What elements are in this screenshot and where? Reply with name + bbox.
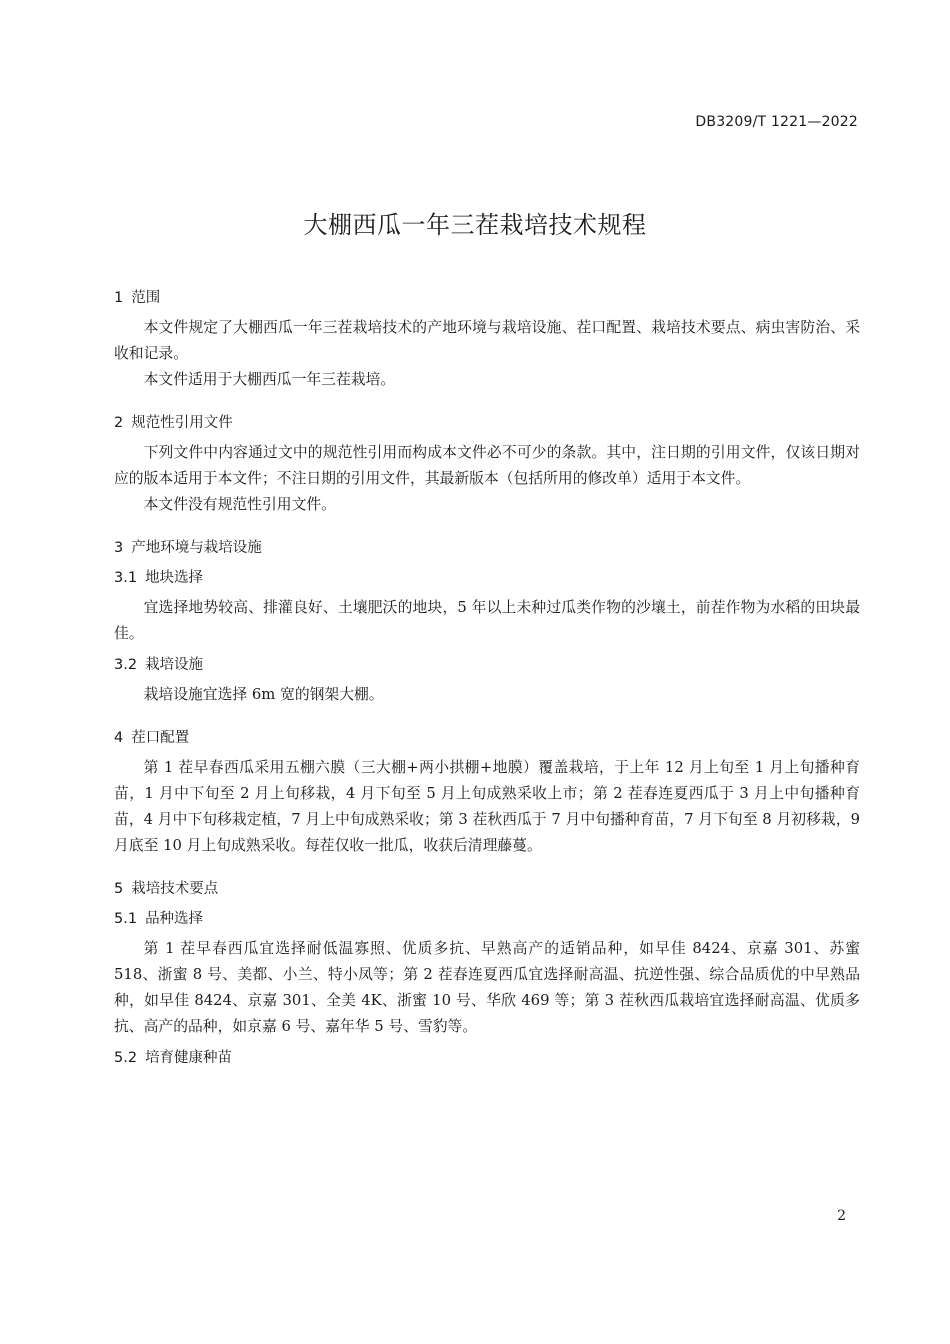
- paragraph: 第 1 茬早春西瓜宜选择耐低温寡照、优质多抗、早熟高产的适销品种，如早佳 8424、京嘉 301、苏蜜 518、浙蜜 8 号、美都、小兰、特小凤等；第 2 茬春连夏西瓜宜选择耐高温、抗逆性强、综合品质优的中早熟品种，如早佳 8424、京嘉 301、全美 4K、浙蜜 10 号、华欣 469 等；第 3 茬秋西瓜栽培宜选择耐高温、优质多抗、高产的品种，如京嘉 6 号、嘉年华 5 号、雪豹等。: [114, 940, 860, 1035]
- subsection-heading-3-2: [114, 653, 860, 677]
- section-number: 1: [114, 290, 124, 306]
- paragraph: 本文件规定了大棚西瓜一年三茬栽培技术的产地环境与栽培设施、茬口配置、栽培技术要点、病虫害防治、采收和记录。: [114, 319, 860, 362]
- subsection-heading-5-2: [114, 1046, 860, 1070]
- section-heading-1: [114, 286, 860, 310]
- subsection-title: 栽培设施: [145, 657, 204, 673]
- section-heading-5: [114, 877, 860, 901]
- section-number: 3: [114, 540, 124, 556]
- subsection-number: 5.2: [114, 1050, 138, 1066]
- paragraph: 下列文件中内容通过文中的规范性引用而构成本文件必不可少的条款。其中，注日期的引用文件，仅该日期对应的版本适用于本文件；不注日期的引用文件，其最新版本（包括所用的修改单）适用于本文件。: [114, 444, 860, 487]
- section-heading-4: [114, 726, 860, 750]
- paragraph: 栽培设施宜选择 6m 宽的钢架大棚。: [143, 686, 384, 703]
- subsection-number: 5.1: [114, 911, 138, 927]
- subsection-number: 3.1: [114, 570, 138, 586]
- document-body: [114, 286, 860, 1075]
- section-number: 4: [114, 730, 124, 746]
- paragraph: 第 1 茬早春西瓜采用五棚六膜（三大棚+两小拱棚+地膜）覆盖栽培，于上年 12 月上旬至 1 月上旬播种育苗，1 月中下旬至 2 月上旬移栽，4 月下旬至 5 月上旬成熟采收上市；第 2 茬春连夏西瓜于 3 月上中旬播种育苗，4 月中下旬移栽定植，7 月上中旬成熟采收；第 3 茬秋西瓜于 7 月中旬播种育苗，7 月下旬至 8 月初移栽，9 月底至 10 月上旬成熟采收。每茬仅收一批瓜，收获后清理藤蔓。: [114, 759, 860, 854]
- subsection-title: 品种选择: [145, 911, 204, 927]
- document-code: DB3209/T 1221—2022: [695, 114, 858, 130]
- paragraph: 本文件适用于大棚西瓜一年三茬栽培。: [143, 371, 396, 388]
- section-title: 范围: [131, 290, 161, 306]
- section-title: 产地环境与栽培设施: [131, 540, 262, 556]
- subsection-title: 培育健康种苗: [145, 1050, 233, 1066]
- document-title: 大棚西瓜一年三茬栽培技术规程: [303, 211, 647, 239]
- subsection-heading-3-1: [114, 566, 860, 590]
- subsection-number: 3.2: [114, 657, 138, 673]
- paragraph: 本文件没有规范性引用文件。: [143, 496, 336, 513]
- section-title: 栽培技术要点: [131, 881, 219, 897]
- paragraph: 宜选择地势较高、排灌良好、土壤肥沃的地块，5 年以上未种过瓜类作物的沙壤土，前茬作物为水稻的田块最佳。: [114, 599, 860, 642]
- section-heading-2: [114, 411, 860, 435]
- page-number: 2: [837, 1208, 846, 1224]
- section-heading-3: [114, 536, 860, 560]
- section-number: 2: [114, 415, 124, 431]
- subsection-title: 地块选择: [145, 570, 204, 586]
- section-title: 规范性引用文件: [131, 415, 233, 431]
- section-title: 茬口配置: [131, 730, 190, 746]
- section-number: 5: [114, 881, 124, 897]
- subsection-heading-5-1: [114, 907, 860, 931]
